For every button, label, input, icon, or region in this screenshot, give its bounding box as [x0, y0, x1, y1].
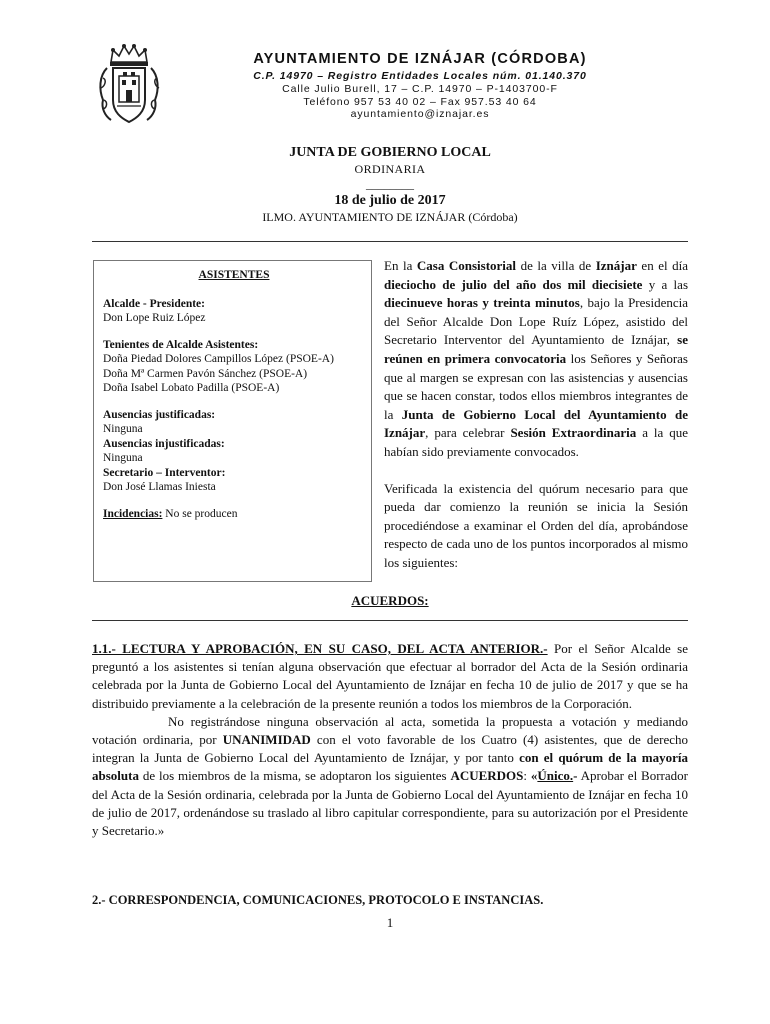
intro-text-run: , para celebrar [425, 425, 511, 441]
agreement-1-paragraph-1 [92, 640, 688, 713]
deputies-block [103, 338, 365, 396]
secretary-label: Secretario – Interventor: [103, 466, 226, 479]
intro-text-run: y a las [642, 276, 688, 292]
intro-text-run: de la villa de [516, 258, 596, 273]
mayor-block [103, 297, 365, 326]
meeting-place: ILMO. AYUNTAMIENTO DE IZNÁJAR (Córdoba) [262, 210, 518, 224]
meeting-title: JUNTA DE GOBIERNO LOCAL [289, 145, 491, 160]
coat-of-arms-icon [97, 42, 161, 126]
intro-text-run: en el día [636, 258, 689, 273]
registry-line: C.P. 14970 – Registro Entidades Locales núm. 01.140.370 [253, 70, 587, 82]
unjustified-absences-label: Ausencias injustificadas: [103, 437, 225, 450]
meeting-type: ORDINARIA [354, 162, 426, 176]
intro-bold-run: Junta de Gobierno Local del Ayuntamiento de Iznájar [384, 406, 688, 441]
intro-text-run: a la que habían sido previamente convocados. [384, 425, 688, 459]
intro-text [384, 257, 688, 591]
agreement-text-run: con el voto favorable de los Cuatro (4) asistentes, que de derecho integran la Junta de Gobierno Local del Ayuntamiento de Iznájar, y por tanto [92, 732, 689, 766]
acuerdos-divider [92, 620, 688, 621]
intro-text-run: los Señores y Señoras que al margen se expresan con las asistencias y ausencias que se hacen constar, todos ellos miembros integrantes de la [384, 350, 688, 422]
email-line: ayuntamiento@iznajar.es [350, 108, 490, 120]
intro-bold-run: Sesión Extraordinaria [510, 425, 637, 441]
unjustified-absences-value: Ninguna [103, 452, 143, 464]
incidents-value: No se producen [162, 507, 238, 520]
intro-paragraph-1 [384, 257, 688, 462]
acuerdos-title: ACUERDOS: [351, 593, 429, 608]
intro-paragraph-2: Verificada la existencia del quórum necesario para que pueda dar comienzo la reunión se inicia la Sesión procediéndose a examinar el Orden del día, aprobándose respecto de cada uno de los puntos incorporados al mismo los siguientes: [384, 480, 688, 570]
agreement-bold-run: - [573, 768, 578, 784]
page-number: 1 [386, 915, 394, 930]
intro-bold-run: Casa Consistorial [416, 258, 517, 273]
address-line: Calle Julio Burell, 17 – C.P. 14970 – P-1403700-F [282, 83, 558, 95]
meeting-date: 18 de julio de 2017 [334, 193, 446, 208]
intro-bold-run: dieciocho de julio del año dos mil diecisiete [384, 276, 643, 292]
agreement-1-heading: 1.1.- LECTURA Y APROBACIÓN, EN SU CASO, DEL ACTA ANTERIOR.- [92, 641, 548, 656]
agreement-1-text: Por el Señor Alcalde se preguntó a los asistentes si tenían alguna observación que efectuar al borrador del Acta de la Sesión ordinaria celebrada por la Junta de Gobierno Local del Ayuntamiento de Iznájar en fecha 10 de julio de 2017 y que se ha distribuido previamente a la celebración de la presente reunión a todos los miembros de la Corporación. [92, 641, 688, 711]
agreement-text-run: Aprobar el Borrador del Acta de la Sesión ordinaria, celebrada por la Junta de Gobierno Local del Ayuntamiento de Iznájar en fecha 10 de julio de 2017, ordenándose su traslado al libro capitular correspondiente, para su autorización por el Presidente y Secretario.» [92, 768, 688, 839]
attendees-heading: ASISTENTES [198, 269, 270, 281]
agreement-text-run: No registrándose ninguna observación al acta, sometida la propuesta a votación y mediando votación ordinaria, por [92, 713, 688, 748]
justified-absences-label: Ausencias justificadas: [103, 408, 216, 421]
incidents-line [103, 507, 365, 522]
intro-text-run: En la [384, 258, 417, 273]
deputy-item: Doña Piedad Dolores Campillos López (PSOE-A) [103, 353, 334, 365]
agreement-bold-run: « [530, 768, 538, 784]
agreement-text-run: de los miembros de la misma, se adoptaron los siguientes [138, 768, 451, 784]
attendees-box [93, 260, 372, 582]
agreement-1 [92, 640, 688, 840]
intro-bold-run: se reúnen en primera convocatoria [384, 332, 688, 366]
phone-line: Teléfono 957 53 40 02 – Fax 957.53 40 64 [303, 96, 537, 108]
agreement-1-paragraph-2 [92, 713, 688, 840]
agreement-bold-run: UNANIMIDAD [222, 732, 311, 748]
agreement-bold-run: con el quórum de la mayoría absoluta [92, 750, 688, 784]
intro-bold-run: diecinueve horas y treinta minutos [384, 295, 580, 311]
org-name: AYUNTAMIENTO DE IZNÁJAR (CÓRDOBA) [253, 51, 587, 67]
meeting-separator: ________ [366, 177, 414, 191]
intro-bold-run: Iznájar [595, 258, 637, 273]
deputy-item: Doña Isabel Lobato Padilla (PSOE-A) [103, 382, 280, 394]
mayor-name: Don Lope Ruiz López [103, 312, 206, 324]
justified-absences-value: Ninguna [103, 423, 143, 435]
agreement-underlined-run: Único. [537, 768, 574, 784]
agreement-text-run: : [523, 768, 531, 784]
mayor-label: Alcalde - Presidente: [103, 297, 205, 310]
secretary-name: Don José Llamas Iniesta [103, 481, 216, 493]
deputy-item: Doña Mª Carmen Pavón Sánchez (PSOE-A) [103, 367, 308, 380]
incidents-label: Incidencias: [103, 507, 163, 520]
header-divider [92, 241, 688, 242]
agreement-bold-run: ACUERDOS [450, 768, 524, 784]
intro-text-run: , bajo la Presidencia del Señor Alcalde Don Lope Ruíz López, asistido del Secretario Interventor del Ayuntamiento de Iznájar, [384, 295, 688, 348]
section-2-heading: 2.- CORRESPONDENCIA, COMUNICACIONES, PROTOCOLO E INSTANCIAS. [92, 893, 544, 907]
absences-block [103, 408, 365, 495]
deputies-label: Tenientes de Alcalde Asistentes: [103, 338, 259, 351]
